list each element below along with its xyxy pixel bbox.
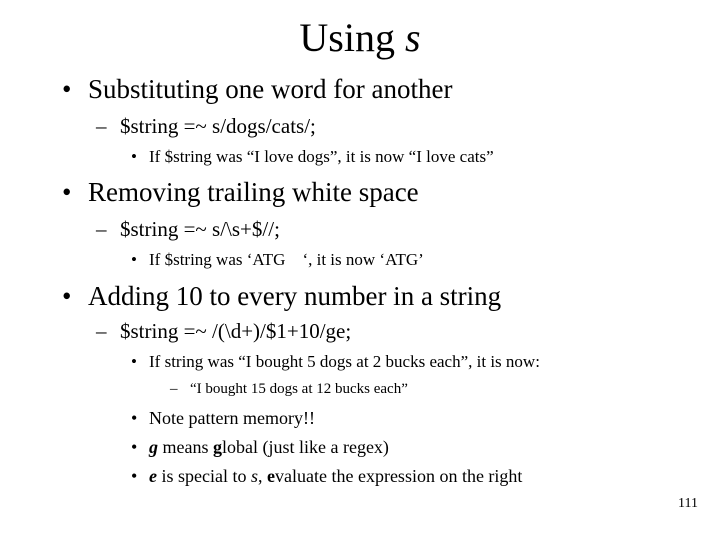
dash-marker: – [96, 319, 107, 343]
note-memory: Note pattern memory!! [149, 408, 315, 428]
bullet-marker: • [62, 74, 72, 104]
heading-trim: Removing trailing white space [88, 177, 419, 207]
title-emphasis: s [405, 15, 421, 60]
code-add: $string =~ /(\d+)/$1+10/ge; [120, 319, 352, 343]
dash-marker: – [96, 217, 107, 241]
dash-marker: – [96, 114, 107, 138]
e-mid: is special to [157, 466, 251, 486]
e-comma: , [258, 466, 267, 486]
note-add: If string was “I bought 5 dogs at 2 bucks each”, it is now: [149, 352, 540, 371]
e-s: s [250, 466, 258, 486]
e-rest: valuate the expression on the right [275, 466, 523, 486]
g-rest: lobal (just like a regex) [221, 437, 389, 457]
heading-substitute: Substituting one word for another [88, 74, 453, 104]
bullet-marker: • [131, 250, 137, 269]
result-add: “I bought 15 dogs at 12 bucks each” [190, 381, 408, 397]
g-flag: g [149, 437, 158, 457]
slide-title [0, 14, 720, 62]
dash-marker: – [170, 381, 178, 397]
title-text: Using [299, 15, 405, 60]
bullet-marker: • [131, 437, 138, 457]
bullet-marker: • [62, 281, 72, 311]
note-substitute: If $string was “I love dogs”, it is now “I love cats” [149, 147, 494, 166]
g-mid: means [158, 437, 213, 457]
bullet-marker: • [62, 177, 72, 207]
e-flag: e [149, 466, 157, 486]
heading-add: Adding 10 to every number in a string [88, 281, 502, 311]
code-substitute: $string =~ s/dogs/cats/; [120, 114, 316, 138]
e-bold: e [267, 466, 275, 486]
code-trim: $string =~ s/\s+$//; [120, 217, 280, 241]
bullet-marker: • [131, 408, 138, 428]
bullet-marker: • [131, 147, 137, 166]
page-number: 111 [678, 496, 698, 511]
bullet-marker: • [131, 466, 138, 486]
g-bold: g [212, 437, 222, 457]
note-trim: If $string was ‘ATG ‘, it is now ‘ATG’ [149, 250, 424, 269]
bullet-marker: • [131, 352, 137, 371]
note-evaluate [149, 465, 522, 487]
note-global [149, 436, 389, 458]
